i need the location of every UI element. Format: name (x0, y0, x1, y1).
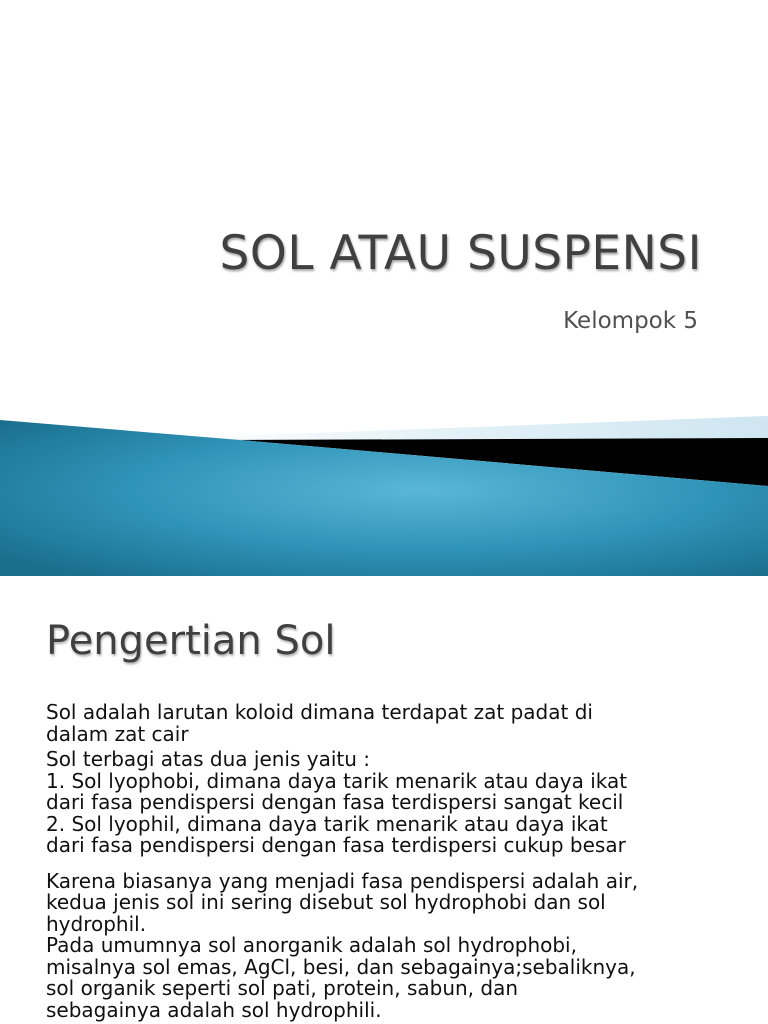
presentation-subtitle: Kelompok 5 (563, 308, 698, 334)
body-line: 1. Sol lyophobi, dimana daya tarik menarik atau daya ikat (46, 768, 628, 793)
body-line: Karena biasanya yang menjadi fasa pendispersi adalah air, (46, 868, 639, 893)
body-line: kedua jenis sol ini sering disebut sol hydrophobi dan sol (46, 890, 606, 914)
body-line: hydrophil. (46, 911, 147, 936)
presentation-title: SOL ATAU SUSPENSI (219, 226, 702, 281)
body-line: Pada umumnya sol anorganik adalah sol hydrophobi, (46, 933, 577, 957)
decorative-banner (0, 410, 768, 576)
body-line: dari fasa pendispersi dengan fasa terdispersi cukup besar (46, 833, 626, 857)
body-line: dari fasa pendispersi dengan fasa terdispersi sangat kecil (46, 790, 624, 814)
body-text (46, 702, 736, 1021)
body-line: Sol adalah larutan koloid dimana terdapat zat padat di (46, 700, 593, 724)
content-slide (0, 576, 768, 1024)
body-line: 2. Sol lyophil, dimana daya tarik menarik atau daya ikat (46, 811, 608, 836)
body-line: misalnya sol emas, AgCl, besi, dan sebagainya;sebaliknya, (46, 954, 636, 979)
body-line: sebagainya adalah sol hydrophili. (46, 997, 382, 1022)
body-line: Sol terbagi atas dua jenis yaitu : (46, 747, 371, 771)
body-line: sol organik seperti sol pati, protein, sabun, dan (46, 976, 519, 1000)
body-line: dalam zat cair (46, 721, 189, 746)
banner-light-stripe (180, 416, 768, 440)
section-title: Pengertian Sol (46, 618, 336, 664)
